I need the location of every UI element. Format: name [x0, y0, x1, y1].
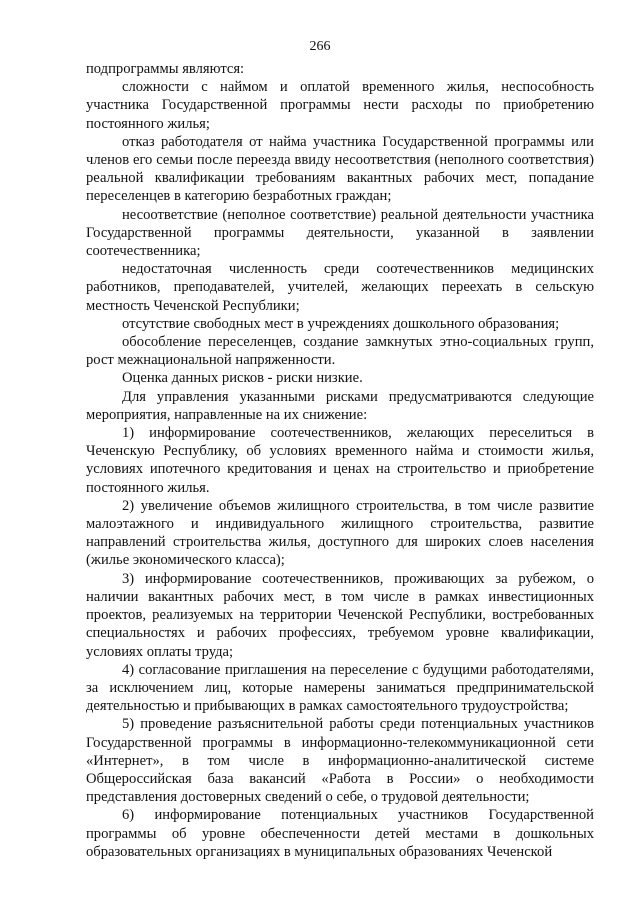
- measure-6: 6) информирование потенциальных участников Государственной программы об уровне обеспеченности детей местами в дошкольных образовательных организациях в муниципальных образованиях Чеченской: [86, 807, 594, 860]
- risk-employer-refusal: отказ работодателя от найма участника Государственной программы или членов его семьи после переезда ввиду несоответствия (неполного соответствия) реальной квалификации требованиям вакантных рабочих мест, попадание переселенцев в категорию безработных граждан;: [86, 133, 594, 205]
- risk-preschool-places: отсутствие свободных мест в учреждениях дошкольного образования;: [122, 315, 560, 332]
- measure-3: 3) информирование соотечественников, проживающих за рубежом, о наличии вакантных рабочих мест, в том числе в рамках инвестиционных проектов, реализуемых на территории Чеченской Республики, востребованных специальностях и рабочих профессиях, требуемом уровне квалификации, условиях оплаты труда;: [86, 570, 594, 660]
- risk-isolation: обособление переселенцев, создание замкнутых этно-социальных групп, рост межнациональной напряженности.: [86, 334, 594, 369]
- paragraph-continuation: подпрограммы являются:: [86, 61, 245, 77]
- measures-intro: Для управления указанными рисками предусматриваются следующие мероприятия, направленные на их снижение:: [86, 388, 594, 423]
- risk-insufficient-specialists: недостаточная численность среди соотечественников медицинских работников, преподавателей, учителей, желающих переехать в сельскую местность Чеченской Республики;: [86, 261, 594, 314]
- page-number: 266: [309, 39, 331, 54]
- measure-4: 4) согласование приглашения на переселение с будущими работодателями, за исключением лиц, которые намерены заниматься предпринимательской деятельностью и прибывающих в рамках самостоятельного трудоустройства;: [86, 661, 594, 715]
- measure-1: 1) информирование соотечественников, желающих переселиться в Чеченскую Республику, об условиях временного найма и стоимости жилья, условиях ипотечного кредитования и ценах на строительство и приобретение постоянного жилья.: [86, 425, 594, 496]
- risk-housing: сложности с наймом и оплатой временного жилья, неспособность участника Государственной программы нести расходы по приобретению постоянного жилья;: [86, 79, 594, 132]
- measure-2: 2) увеличение объемов жилищного строительства, в том числе развитие малоэтажного и индивидуального жилищного строительства, развитие направлений строительства жилья, доступного для широких слоев населения (жилье экономического класса);: [86, 497, 594, 569]
- document-body: [86, 60, 594, 861]
- risk-activity-mismatch: несоответствие (неполное соответствие) реальной деятельности участника Государственной программы деятельности, указанной в заявлении соотечественника;: [86, 206, 594, 260]
- risk-assessment: Оценка данных рисков - риски низкие.: [122, 370, 363, 387]
- measure-5: 5) проведение разъяснительной работы среди потенциальных участников Государственной программы в информационно-телекоммуникационной сети «Интернет», в том числе в информационно-аналитической системе Общероссийская база вакансий «Работа в России» о необходимости представления достоверных сведений о себе, о трудовой деятельности;: [86, 716, 594, 806]
